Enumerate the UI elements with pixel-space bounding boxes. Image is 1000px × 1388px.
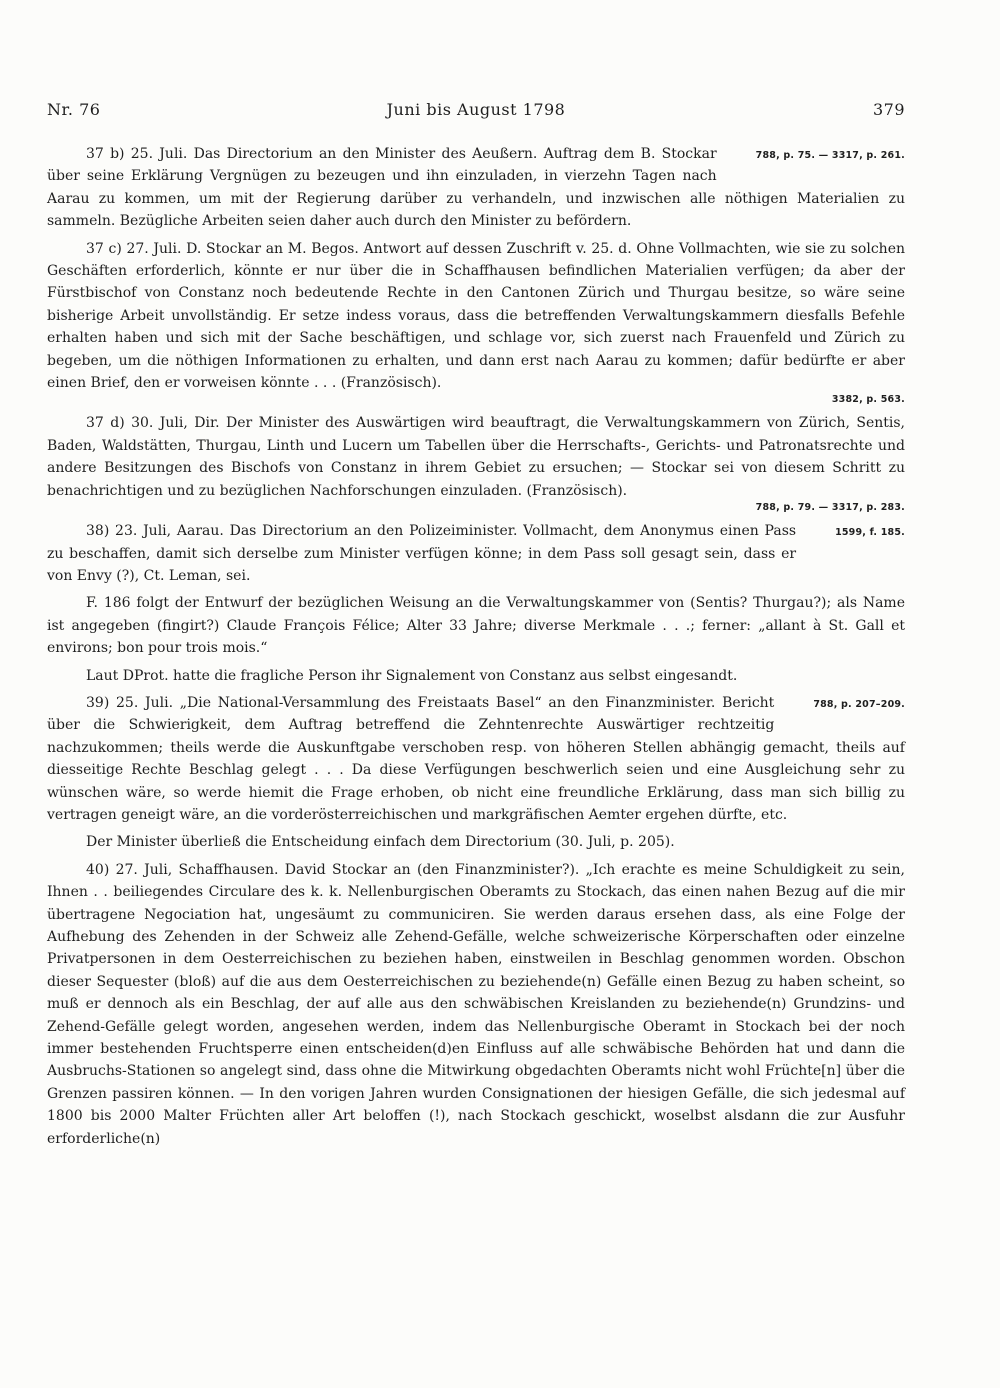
page-number: 379 xyxy=(872,100,905,119)
archive-reference: 788, p. 79. — 3317, p. 283. xyxy=(755,502,905,514)
paragraph-text: 37 d) 30. Juli, Dir. Der Minister des Auswärtigen wird beauftragt, die Verwaltungskammern von Zürich, Sentis, Baden, Waldstätten, Thurgau, Linth und Lucern um Tabellen über die Herrschafts-, Gerichts- und Patronatsrechte und andere Besitzungen des Bischofs von Constanz in ihrem Gebiet zu ersuchen; — Stockar sei von diesem Schritt zu benachrichtigen und zu bezüglichen Nachforschungen einzuladen. (Französisch). xyxy=(47,415,905,499)
document-number: Nr. 76 xyxy=(47,100,101,119)
paragraph-37d xyxy=(47,412,905,515)
archive-reference: 788, p. 207–209. xyxy=(813,698,905,710)
paragraph-37c xyxy=(47,238,905,408)
paragraph-40 xyxy=(47,859,905,1150)
paragraph-39 xyxy=(47,692,905,826)
paragraph-text: 38) 23. Juli, Aarau. Das Directorium an den Polizeiminister. Vollmacht, dem Anonymus einen Pass zu beschaffen, damit sich derselbe zum Minister verfügen könne; in dem Pass soll gesagt sein, dass er von Envy (?), Ct. Leman, sei. xyxy=(47,523,797,584)
paragraph-text: Laut DProt. hatte die fragliche Person ihr Signalement von Constanz aus selbst eingesandt. xyxy=(86,667,738,684)
paragraph-text: 39) 25. Juli. „Die National-Versammlung des Freistaats Basel“ an den Finanzminister. Bericht über die Schwierigkeit, dem Auftrag betreffend die Zehntenrechte Auswärtiger rechtzeitig nachzukommen; theils werde die Auskunftgabe verschoben resp. von höheren Stellen abhängig gemacht, theils auf diesseitige Rechte Beschlag gelegt . . . Da diese Verfügungen beschwerlich seien und eine Ausgleichung sehr zu wünschen wäre, so werde hiemit die Frage erhoben, ob nicht eine freundliche Erklärung, dass man sich billig zu vertragen geneigt wäre, an die vorderösterreichischen und markgräfischen Aemter ergehen dürfte, etc. xyxy=(47,694,905,823)
paragraph-text: Der Minister überließ die Entscheidung einfach dem Directorium (30. Juli, p. 205). xyxy=(86,834,675,851)
document-body xyxy=(47,143,905,1150)
page-header xyxy=(47,100,905,126)
paragraph-text: 37 b) 25. Juli. Das Directorium an den Minister des Aeußern. Auftrag dem B. Stockar über seine Erklärung Vergnügen zu bezeugen und ihn einzuladen, in vierzehn Tagen nach Aarau zu kommen, um mit der Regierung darüber zu verhandeln, und inzwischen alle nöthigen Materialien zu sammeln. Bezügliche Arbeiten seien daher auch durch den Minister zu befördern. xyxy=(47,146,905,230)
paragraph-text: 37 c) 27. Juli. D. Stockar an M. Begos. Antwort auf dessen Zuschrift v. 25. d. Ohne Vollmachten, wie sie zu solchen Geschäften erforderlich, könnte er nur über die in Schaffhausen befindlichen Materialien verfügen; da aber der Fürstbischof von Constanz noch bedeutende Rechte in den Cantonen Zürich und Thurgau besitze, so wäre seine bisherige Arbeit unvollständig. Er setze indess voraus, dass die betreffenden Verwaltungskammern diesfalls Befehle erhalten haben und sich mit der Sache beschäftigen, und schlage vor, sich zuerst nach Frauenfeld und Zürich zu begeben, um die nöthigen Informationen zu erhalten, und dann erst nach Aarau zu kommen; dafür bedürfte er aber einen Brief, den er vorweisen könnte . . . (Französisch). xyxy=(47,240,905,392)
paragraph-text: F. 186 folgt der Entwurf der bezüglichen Weisung an die Verwaltungskammer von (Sentis? Thurgau?); als Name ist angegeben (fingirt?) Claude François Félice; Alter 33 Jahre; diverse Merkmale . . .; ferner: „allant à St. Gall et environs; bon pour trois mois.“ xyxy=(47,595,905,657)
running-title: Juni bis August 1798 xyxy=(386,100,566,119)
archive-reference: 1599, f. 185. xyxy=(835,527,905,539)
paragraph-f186 xyxy=(47,592,905,659)
paragraph-minister xyxy=(47,831,905,853)
paragraph-dprot xyxy=(47,665,905,687)
paragraph-37b xyxy=(47,143,905,233)
archive-reference: 3382, p. 563. xyxy=(831,394,905,406)
archive-reference: 788, p. 75. — 3317, p. 261. xyxy=(755,150,905,161)
paragraph-text: 40) 27. Juli, Schaffhausen. David Stockar an (den Finanzminister?). „Ich erachte es meine Schuldigkeit zu sein, Ihnen . . beiliegendes Circulare des k. k. Nellenburgischen Oberamts zu Stockach, das einen nahen Bezug auf die mir übertragene Negociation hat, ungesäumt zu communiciren. Sie werden daraus ersehen dass, als eine Folge der Aufhebung des Zehenden in der Schweiz alle Zehend-Gefälle, welche schweizerische Körperschaften oder einzelne Privatpersonen in dem Oesterreichischen zu beziehen haben, einstweilen in Beschlag genommen worden. Obschon dieser Sequester (bloß) auf die aus dem Oesterreichischen zu beziehende(n) Gefälle einen Bezug zu haben scheint, so muß er dennoch als ein Beschlag, der auf alle aus den schwäbischen Kreislanden zu beziehende(n) Grundzins- und Zehend-Gefälle gelegt worden, angesehen werden, indem das Nellenburgische Oberamt in Stockach bei der noch immer bestehenden Fruchtsperre einen entscheiden(d)en Einfluss auf alle schwäbische Behörden hat und dann die Ausbruchs-Stationen so angelegt sind, dass ohne die Mitwirkung obgedachten Oberamts nicht wohl Früchte[n] über die Grenzen passiren können. — In den vorigen Jahren wurden Consignationen der hiesigen Gefälle, die sich jedesmal auf 1800 bis 2000 Malter Früchten aller Art beloffen (!), nach Stockach geschickt, woselbst alsdann die zur Ausfuhr erforderliche(n) xyxy=(47,861,905,1147)
paragraph-38 xyxy=(47,520,905,587)
document-page xyxy=(47,100,905,1155)
